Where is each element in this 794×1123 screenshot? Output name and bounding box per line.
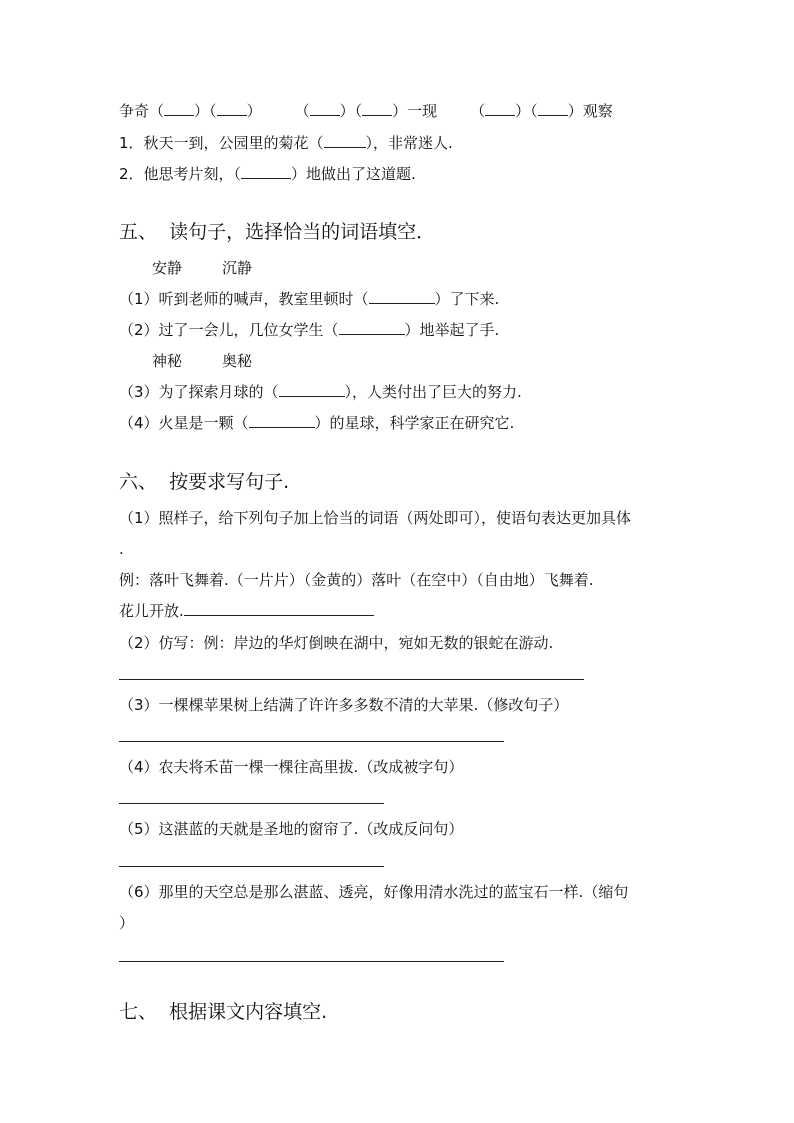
sentence-1: （1）听到老师的喊声，教室里顿时（ ）了下来. [119, 290, 500, 308]
answer-blank[interactable] [184, 601, 374, 616]
instruction-2: （2）仿写：例：岸边的华灯倒映在湖中，宛如无数的银蛇在游动. [119, 634, 554, 652]
section-7-title: 七、 根据课文内容填空. [119, 1001, 328, 1023]
blank[interactable] [217, 101, 247, 116]
sentence-4: （4）火星是一颗（ ）的星球，科学家正在研究它. [119, 414, 515, 432]
section-5-title: 五、 读句子，选择恰当的词语填空． [119, 221, 436, 243]
answer-line[interactable] [119, 961, 504, 962]
instruction-3: （3）一棵棵苹果树上结满了许许多多数不清的大苹果.（修改句子） [119, 696, 569, 714]
blank[interactable] [249, 413, 315, 428]
blank[interactable] [164, 101, 194, 116]
word-fill-row: 争奇（ ）（ ） （ ）（ ）一现 （ ）（ ）观察 [119, 102, 613, 120]
word-choices-a: 安静 沉静 [152, 259, 253, 277]
instruction-1: （1）照样子，给下列句子加上恰当的词语（两处即可），使语句表达更加具体 [119, 509, 632, 527]
blank[interactable] [324, 133, 366, 148]
example-sentence: 例：落叶飞舞着.（一片片）（金黄的）落叶（在空中）（自由地）飞舞着. [119, 571, 594, 589]
answer-line[interactable] [119, 679, 584, 680]
section-6-title: 六、 按要求写句子. [119, 471, 290, 493]
instruction-6-continued: ） [119, 914, 135, 932]
sentence-2: （2）过了一会儿，几位女学生（ ）地举起了手. [119, 321, 500, 339]
blank[interactable] [485, 101, 515, 116]
instruction-4: （4）农夫将禾苗一棵一棵往高里拔.（改成被字句） [119, 758, 464, 776]
blank[interactable] [369, 289, 435, 304]
instruction-6: （6）那里的天空总是那么湛蓝、透亮，好像用清水洗过的蓝宝石一样.（缩句 [119, 883, 629, 901]
blank[interactable] [362, 101, 392, 116]
instruction-1-continued: . [119, 540, 124, 558]
instruction-5: （5）这湛蓝的天就是圣地的窗帘了.（改成反问句） [119, 820, 464, 838]
answer-line[interactable] [119, 741, 504, 742]
blank[interactable] [279, 382, 345, 397]
question-1: 1．秋天一到，公园里的菊花（ ），非常迷人. [119, 134, 453, 152]
blank[interactable] [339, 320, 405, 335]
blank[interactable] [241, 164, 291, 179]
flower-sentence: 花儿开放. [119, 601, 374, 621]
answer-line[interactable] [119, 803, 384, 804]
question-2: 2．他思考片刻，（ ）地做出了这道题. [119, 165, 416, 183]
row-prefix: 争奇 [119, 102, 150, 120]
blank[interactable] [538, 101, 568, 116]
sentence-3: （3）为了探索月球的（ ），人类付出了巨大的努力. [119, 383, 522, 401]
blank[interactable] [310, 101, 340, 116]
answer-line[interactable] [119, 866, 384, 867]
word-choices-b: 神秘 奥秘 [152, 352, 253, 370]
